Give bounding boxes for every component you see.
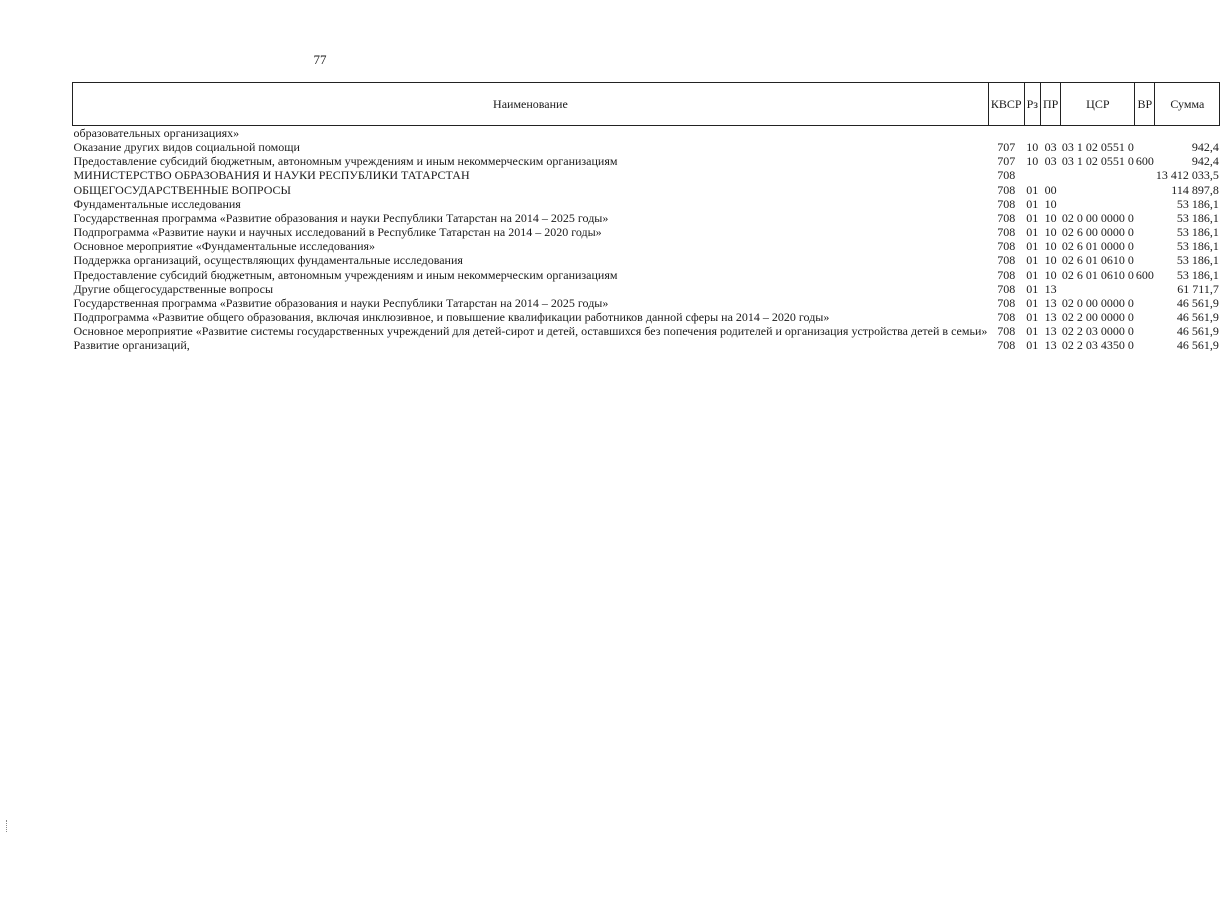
cell-pr: 13	[1044, 310, 1057, 325]
cell-sum: 46 561,9	[1176, 338, 1219, 353]
cell-kvsr: 708	[997, 168, 1016, 183]
cell-vr	[1135, 140, 1155, 154]
cell-sum: 53 186,1	[1176, 210, 1219, 225]
header-rz: Рз	[1024, 83, 1040, 126]
cell-pr: 10	[1044, 225, 1057, 240]
cell-csr: 02 6 00 0000 0	[1061, 225, 1134, 240]
cell-sum: 53 186,1	[1176, 196, 1219, 211]
margin-mark	[6, 820, 10, 832]
cell-vr	[1135, 211, 1155, 225]
cell-kvsr: 708	[997, 295, 1016, 310]
cell-kvsr: 707	[997, 154, 1016, 169]
table-row	[73, 296, 1220, 310]
cell-pr: 10	[1044, 267, 1057, 282]
page-number: 77	[313, 52, 327, 67]
cell-csr: 03 1 02 0551 0	[1061, 140, 1134, 155]
cell-vr	[1135, 296, 1155, 310]
table-row	[73, 282, 1220, 296]
cell-name: МИНИСТЕРСТВО ОБРАЗОВАНИЯ И НАУКИ РЕСПУБЛИКИ ТАТАРСТАН	[73, 168, 470, 183]
cell-name: Предоставление субсидий бюджетным, автономным учреждениям и иным некоммерческим организациям	[73, 154, 618, 169]
cell-csr	[1061, 183, 1135, 197]
table-row	[73, 225, 1220, 239]
table-row	[73, 211, 1220, 225]
header-vr: ВР	[1135, 83, 1155, 126]
header-sum: Сумма	[1155, 83, 1220, 126]
cell-pr: 10	[1044, 239, 1057, 254]
cell-name: Основное мероприятие «Фундаментальные исследования»	[73, 239, 376, 254]
cell-kvsr: 708	[997, 338, 1016, 353]
cell-name: ОБЩЕГОСУДАРСТВЕННЫЕ ВОПРОСЫ	[73, 182, 291, 197]
cell-csr	[1061, 126, 1135, 141]
cell-vr	[1135, 197, 1155, 211]
header-name: Наименование	[73, 83, 989, 126]
table-header	[73, 83, 1220, 126]
cell-sum: 53 186,1	[1176, 267, 1219, 282]
cell-sum: 53 186,1	[1176, 239, 1219, 254]
cell-csr: 02 6 01 0000 0	[1061, 239, 1134, 254]
cell-vr	[1135, 239, 1155, 253]
cell-csr: 02 6 01 0610 0	[1061, 253, 1134, 268]
cell-rz: 01	[1026, 225, 1039, 240]
cell-vr: 600	[1135, 267, 1154, 282]
cell-sum	[1155, 126, 1220, 141]
cell-kvsr	[988, 126, 1024, 141]
cell-rz	[1024, 126, 1040, 141]
cell-kvsr: 708	[997, 324, 1016, 339]
cell-kvsr: 708	[997, 281, 1016, 296]
table-row	[73, 253, 1220, 267]
cell-vr	[1135, 225, 1155, 239]
table-body	[73, 126, 1220, 353]
cell-sum: 61 711,7	[1177, 281, 1219, 296]
table-row	[73, 197, 1220, 211]
cell-pr: 13	[1044, 281, 1057, 296]
cell-vr	[1135, 126, 1155, 141]
cell-csr: 02 2 03 0000 0	[1061, 324, 1134, 339]
table-row	[73, 324, 1220, 338]
cell-name: Оказание других видов социальной помощи	[73, 140, 300, 155]
cell-vr	[1135, 282, 1155, 296]
cell-rz: 10	[1026, 140, 1039, 155]
cell-csr: 02 0 00 0000 0	[1061, 295, 1134, 310]
cell-kvsr: 708	[997, 267, 1016, 282]
cell-kvsr: 708	[997, 310, 1016, 325]
cell-pr: 03	[1044, 154, 1057, 169]
header-kvsr: КВСР	[988, 83, 1024, 126]
table-row	[73, 168, 1220, 182]
cell-pr: 10	[1044, 196, 1057, 211]
cell-name: Поддержка организаций, осуществляющих фундаментальные исследования	[73, 253, 463, 268]
cell-name: Предоставление субсидий бюджетным, автономным учреждениям и иным некоммерческим организациям	[73, 267, 618, 282]
cell-kvsr: 708	[997, 253, 1016, 268]
cell-kvsr: 708	[997, 225, 1016, 240]
cell-pr: 13	[1044, 338, 1057, 353]
cell-sum: 46 561,9	[1176, 310, 1219, 325]
cell-vr	[1135, 338, 1155, 352]
table-row	[73, 268, 1220, 282]
cell-kvsr: 708	[997, 182, 1016, 197]
cell-name: Другие общегосударственные вопросы	[73, 281, 274, 296]
cell-pr	[1040, 168, 1060, 182]
cell-pr: 13	[1044, 324, 1057, 339]
cell-sum: 13 412 033,5	[1155, 168, 1219, 183]
cell-csr: 02 0 00 0000 0	[1061, 210, 1134, 225]
cell-name: Фундаментальные исследования	[73, 196, 241, 211]
cell-rz: 01	[1026, 324, 1039, 339]
table-row	[73, 310, 1220, 324]
cell-name: Развитие организаций,	[73, 338, 190, 353]
cell-csr: 03 1 02 0551 0	[1061, 154, 1134, 169]
header-csr: ЦСР	[1061, 83, 1135, 126]
cell-sum: 942,4	[1191, 154, 1219, 169]
cell-vr	[1135, 183, 1155, 197]
cell-sum: 53 186,1	[1176, 225, 1219, 240]
cell-kvsr: 708	[997, 196, 1016, 211]
cell-rz: 01	[1026, 338, 1039, 353]
cell-csr	[1061, 197, 1135, 211]
cell-kvsr: 708	[997, 239, 1016, 254]
cell-pr: 10	[1044, 253, 1057, 268]
cell-csr	[1061, 168, 1135, 182]
cell-rz: 01	[1026, 239, 1039, 254]
cell-rz: 01	[1026, 295, 1039, 310]
cell-kvsr: 707	[997, 140, 1016, 155]
cell-csr: 02 2 00 0000 0	[1061, 310, 1134, 325]
cell-pr	[1040, 126, 1060, 141]
budget-table	[72, 82, 1220, 353]
cell-pr: 10	[1044, 210, 1057, 225]
cell-rz: 01	[1026, 281, 1039, 296]
table-row	[73, 183, 1220, 197]
cell-rz: 01	[1026, 310, 1039, 325]
header-pr: ПР	[1040, 83, 1060, 126]
cell-pr: 00	[1044, 182, 1057, 197]
cell-csr: 02 2 03 4350 0	[1061, 338, 1134, 353]
cell-vr	[1135, 324, 1155, 338]
cell-rz: 01	[1026, 196, 1039, 211]
cell-csr: 02 6 01 0610 0	[1061, 267, 1134, 282]
cell-name: Подпрограмма «Развитие науки и научных исследований в Республике Татарстан на 2014 – 2020 годы»	[73, 225, 602, 240]
cell-pr: 13	[1044, 295, 1057, 310]
cell-vr	[1135, 168, 1155, 182]
cell-name: образовательных организациях»	[73, 126, 240, 140]
table-row	[73, 239, 1220, 253]
cell-rz: 01	[1026, 182, 1039, 197]
cell-csr	[1061, 282, 1135, 296]
cell-vr	[1135, 310, 1155, 324]
cell-sum: 53 186,1	[1176, 253, 1219, 268]
cell-pr: 03	[1044, 140, 1057, 155]
cell-sum: 942,4	[1191, 140, 1219, 155]
cell-rz: 01	[1026, 210, 1039, 225]
cell-name: Основное мероприятие «Развитие системы государственных учреждений для детей-сирот и детей, оставшихся без попечения родителей и организация устройства детей в семьи»	[73, 324, 988, 339]
cell-sum: 46 561,9	[1176, 295, 1219, 310]
cell-name: Государственная программа «Развитие образования и науки Республики Татарстан на 2014 – 2025 годы»	[73, 295, 609, 310]
table-row	[73, 154, 1220, 168]
cell-vr	[1135, 253, 1155, 267]
cell-sum: 46 561,9	[1176, 324, 1219, 339]
table-row	[73, 140, 1220, 154]
cell-kvsr: 708	[997, 210, 1016, 225]
cell-rz	[1024, 168, 1040, 182]
cell-vr: 600	[1135, 154, 1154, 169]
cell-name: Подпрограмма «Развитие общего образования, включая инклюзивное, и повышение квалификации работников данной сферы на 2014 – 2020 годы»	[73, 310, 830, 325]
cell-rz: 01	[1026, 253, 1039, 268]
cell-name: Государственная программа «Развитие образования и науки Республики Татарстан на 2014 – 2025 годы»	[73, 210, 609, 225]
cell-sum: 114 897,8	[1171, 182, 1219, 197]
table-row	[73, 126, 1220, 141]
cell-rz: 01	[1026, 267, 1039, 282]
table-row	[73, 338, 1220, 352]
cell-rz: 10	[1026, 154, 1039, 169]
